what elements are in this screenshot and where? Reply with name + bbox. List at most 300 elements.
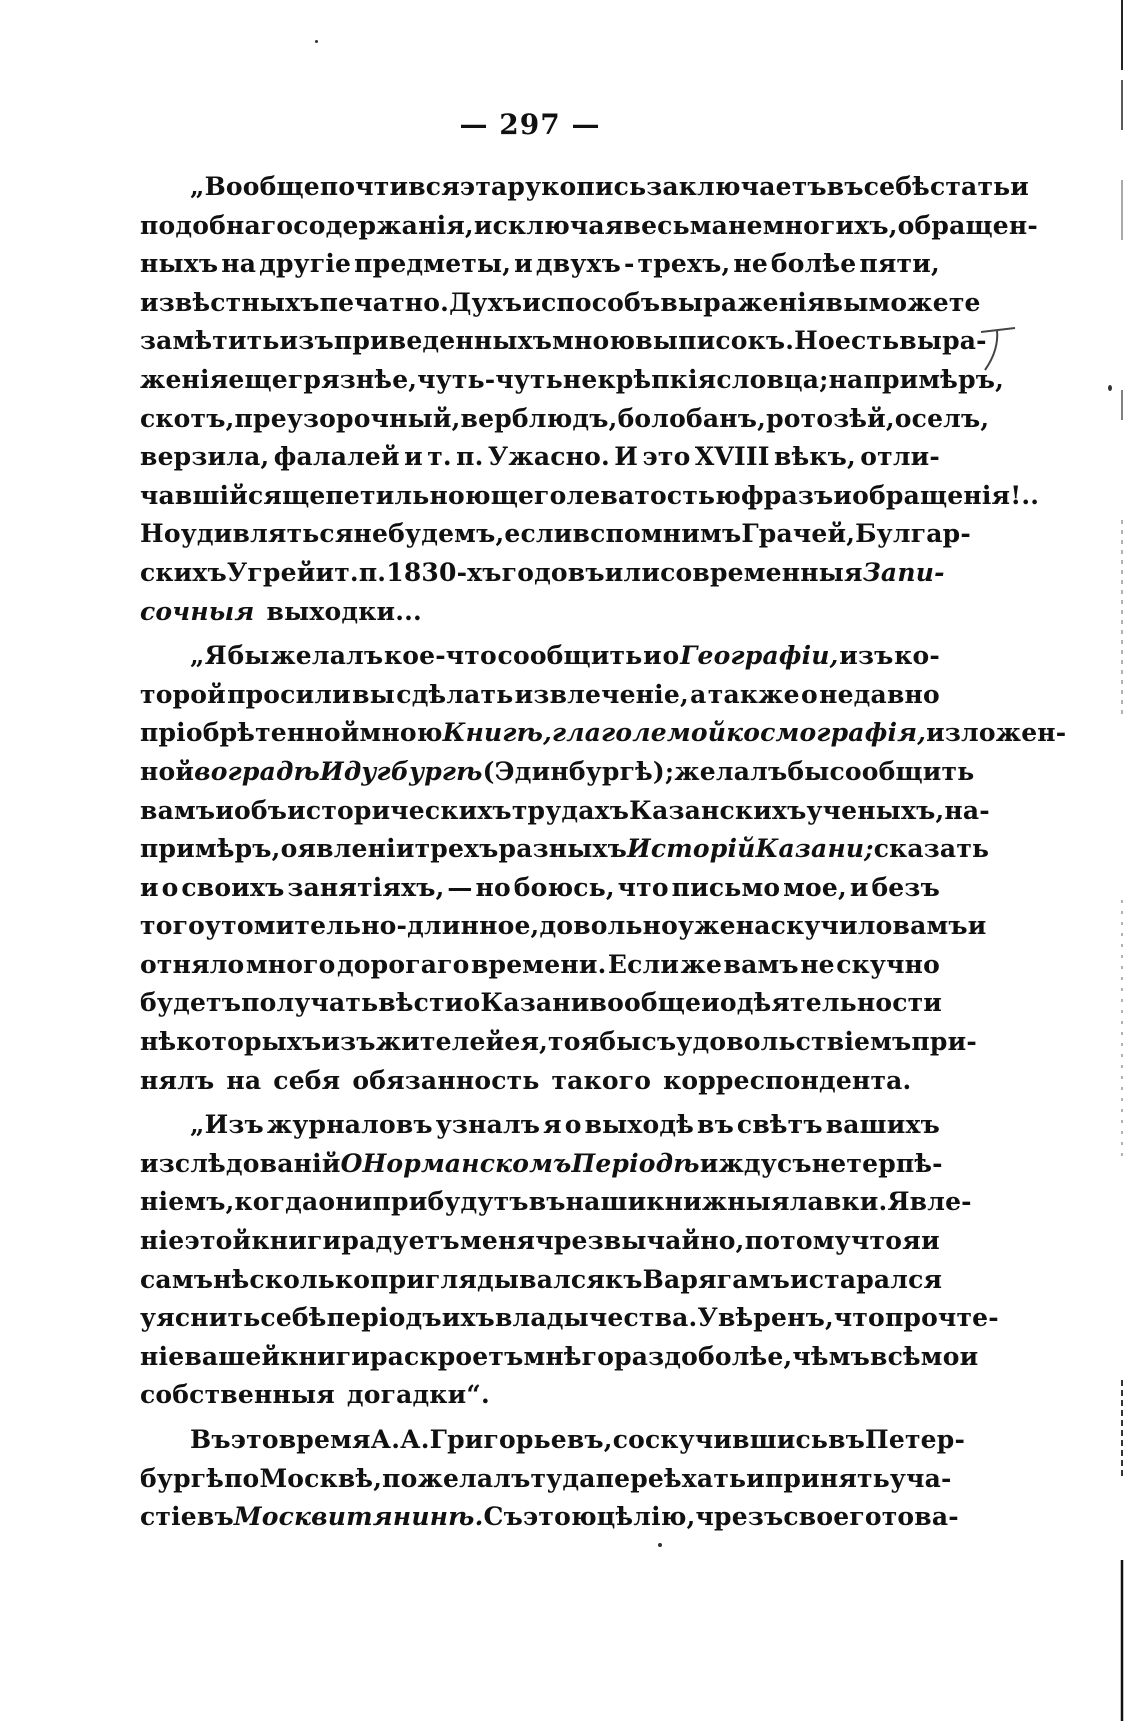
word: и: [921, 1226, 940, 1256]
word: и: [967, 911, 987, 941]
word: узналъ: [435, 1110, 541, 1140]
word: о: [800, 679, 818, 709]
word: ученыхъ,: [806, 795, 945, 825]
word: изложен-: [926, 718, 1067, 748]
word: болѣе: [770, 249, 857, 279]
word: когда: [234, 1187, 319, 1217]
word: трехъ,: [637, 249, 731, 279]
word: къ: [605, 1264, 643, 1294]
word: женія: [140, 364, 229, 394]
word: въ: [697, 1110, 734, 1140]
word: наши: [565, 1187, 647, 1217]
text-line: [140, 946, 940, 985]
word: недавно: [819, 679, 940, 709]
word: о: [719, 988, 737, 1018]
text-line: [140, 554, 945, 593]
word: я: [543, 1110, 562, 1140]
italic-word: Исторій: [627, 834, 756, 864]
text-line: [140, 1261, 943, 1300]
text-line: [140, 1299, 999, 1338]
word: о: [161, 872, 179, 902]
word: выра-: [899, 326, 987, 356]
word: гораздо: [581, 1341, 699, 1371]
word: подобнаго: [140, 210, 294, 240]
word: туда: [530, 1463, 596, 1493]
body-text: [140, 168, 1067, 1537]
word: занятіяхъ,: [287, 872, 445, 902]
word: боюсь,: [513, 872, 615, 902]
word: о: [662, 641, 680, 671]
word: Но: [140, 519, 181, 549]
word: самъ: [140, 1264, 214, 1294]
word: желалъ: [674, 756, 788, 786]
word: и: [404, 442, 423, 472]
italic-word: Норманскомъ: [362, 1148, 572, 1178]
word: это: [230, 1425, 279, 1454]
word: о: [564, 1110, 582, 1140]
word: приведенныхъ: [333, 326, 553, 356]
word: изъ: [279, 326, 334, 356]
word: вамъ: [140, 795, 216, 825]
word: старался: [808, 1264, 943, 1294]
word: своего: [783, 1502, 882, 1532]
word: изъ: [321, 1027, 376, 1057]
word: XVIII: [694, 442, 770, 472]
word: времени.: [470, 949, 607, 979]
word: прочте-: [884, 1303, 999, 1333]
word: уча-: [889, 1463, 952, 1493]
word: бы: [787, 756, 830, 786]
word: съ: [641, 1027, 677, 1057]
text-line: [140, 1183, 972, 1222]
word: на-: [944, 795, 990, 825]
word: торой: [140, 679, 226, 709]
word: сообщить: [829, 756, 975, 786]
word: вашихъ: [825, 1110, 940, 1140]
word: историческихъ: [287, 795, 512, 825]
word: статьи: [929, 172, 1030, 201]
word: вообще: [589, 988, 702, 1018]
word: кое-что: [383, 641, 497, 671]
word: можете: [868, 287, 981, 317]
word: пріобрѣтенной: [140, 718, 360, 748]
word: другіе: [259, 249, 352, 279]
word: нѣсколько: [213, 1264, 371, 1294]
text-line: [140, 1023, 977, 1062]
italic-word: космографія,: [726, 718, 927, 748]
text-line: [140, 168, 1030, 207]
italic-word: сочныя: [140, 596, 255, 626]
word: Но: [794, 326, 835, 356]
word: ротозѣй,: [766, 403, 895, 433]
text-line: [140, 361, 1005, 400]
italic-word: Москвитянинѣ.: [233, 1502, 484, 1532]
word: утомительно-длинное,: [204, 911, 540, 941]
word: вашей: [184, 1341, 281, 1371]
word: т.: [427, 442, 452, 472]
italic-word: Книгѣ,: [442, 718, 552, 748]
word: что: [617, 872, 669, 902]
word: переѣхать: [595, 1463, 747, 1493]
word: бы: [599, 1027, 642, 1057]
word: изъ: [839, 641, 894, 671]
word: трехъ: [414, 834, 499, 864]
text-line: [140, 1376, 940, 1415]
word: книги: [251, 1226, 342, 1256]
text-line: [140, 1498, 959, 1537]
word: явленіи: [297, 834, 415, 864]
text-line: [140, 1106, 940, 1145]
word: себѣ: [863, 172, 930, 201]
word: удовольствіемъ: [676, 1027, 912, 1057]
word: наскучило: [735, 911, 893, 941]
word: Григорьевъ,: [429, 1425, 613, 1454]
word: мое,: [783, 872, 847, 902]
word: содержанія,: [293, 210, 474, 240]
word: напримѣръ,: [828, 364, 1005, 394]
word: на: [221, 249, 257, 279]
word: весьма: [623, 210, 729, 240]
word: много: [245, 949, 336, 979]
word: и: [701, 988, 720, 1018]
word: Угрей: [226, 557, 316, 587]
word: вамъ: [892, 911, 968, 941]
word: скучно: [836, 949, 940, 979]
word: выписокъ.: [635, 326, 795, 356]
italic-word: Періодѣ: [571, 1148, 700, 1178]
word: нѣкоторыхъ: [140, 1027, 322, 1057]
word: удивляться: [180, 519, 354, 549]
word: если: [504, 519, 573, 549]
word: сообщить: [497, 641, 643, 671]
word: Булгар-: [855, 519, 971, 549]
word: словца;: [716, 364, 829, 394]
word: отли-: [860, 442, 940, 472]
word: грязнѣе,: [287, 364, 418, 394]
word: Москвѣ,: [259, 1463, 383, 1493]
word: въ: [528, 1187, 566, 1217]
text-line: [140, 438, 940, 477]
word: выраженія: [660, 287, 826, 317]
word: отняло: [140, 949, 245, 979]
word: преузорочный,: [234, 403, 461, 433]
word: скихъ: [140, 557, 227, 587]
word: скотъ,: [140, 403, 235, 433]
word: еще: [228, 364, 288, 394]
word: ніе: [140, 1341, 185, 1371]
text-line: [140, 400, 990, 439]
word: Явле-: [887, 1187, 972, 1217]
word: чавшійся: [140, 480, 283, 510]
word: печатно.: [319, 287, 450, 317]
text-line: [140, 1222, 940, 1261]
word: и: [746, 1463, 765, 1493]
word: радуетъ: [341, 1226, 460, 1256]
text-line: [140, 907, 987, 946]
word: чрезвычайно,: [535, 1226, 745, 1256]
word: п.: [456, 442, 484, 472]
word: также: [707, 679, 800, 709]
text-line: [140, 207, 1038, 246]
word: современныя: [660, 557, 863, 587]
word: бы: [227, 641, 270, 671]
word: стіе: [140, 1502, 197, 1532]
word: а: [690, 679, 707, 709]
word: соскучившись: [612, 1425, 829, 1454]
italic-word: градѣ: [227, 756, 320, 786]
word: щеголеватостью: [490, 480, 742, 510]
word: дорогаго: [336, 949, 470, 979]
word: и: [833, 480, 853, 510]
word: обязанность: [352, 1065, 540, 1095]
word: вѣсти: [378, 988, 464, 1018]
word: п.: [358, 557, 387, 587]
word: то: [548, 1027, 581, 1057]
word: разныхъ: [498, 834, 628, 864]
word: предметы,: [354, 249, 512, 279]
text-line: [140, 245, 940, 284]
italic-word: Казани;: [755, 834, 874, 864]
word: просили: [227, 679, 351, 709]
word: и: [315, 557, 335, 587]
word: щепетильною: [282, 480, 491, 510]
word: мои: [920, 1341, 979, 1371]
italic-word: глаголемой: [551, 718, 727, 748]
word: пожелалъ: [382, 1463, 531, 1493]
word: чуть-чуть: [417, 364, 563, 394]
word: исключая: [473, 210, 624, 240]
word: вы: [352, 679, 396, 709]
word: о: [463, 988, 481, 1018]
text-line: [140, 284, 981, 323]
word: обращенія!..: [852, 480, 1040, 510]
text-line: [140, 714, 1067, 753]
word: есть: [834, 326, 900, 356]
word: мнѣ: [523, 1341, 582, 1371]
word: книги: [280, 1341, 370, 1371]
word: трудахъ: [511, 795, 630, 825]
italic-word: Запи-: [862, 557, 945, 587]
word: на: [226, 1065, 262, 1095]
word: жду: [718, 1148, 777, 1178]
word: время: [278, 1425, 371, 1454]
word: оселъ,: [894, 403, 990, 433]
word: верзила,: [140, 442, 270, 472]
italic-word: Идугбургѣ: [320, 756, 483, 786]
word: эта: [459, 172, 508, 201]
text-line: [140, 869, 940, 908]
word: будетъ: [140, 988, 242, 1018]
word: заключаетъ: [646, 172, 827, 201]
word: не: [733, 249, 768, 279]
word: цѣлію,: [596, 1502, 696, 1532]
word: и: [140, 872, 159, 902]
word: себѣ: [260, 1303, 327, 1333]
word: періодъ: [326, 1303, 442, 1333]
word: и: [215, 795, 235, 825]
text-line: [140, 637, 940, 676]
word: письмо: [671, 872, 781, 902]
word: Грачей,: [741, 519, 856, 549]
text-line: [140, 1460, 952, 1499]
word: того: [140, 911, 205, 941]
text-line: [140, 676, 940, 715]
word: такого: [551, 1065, 652, 1095]
word: и: [699, 1148, 719, 1178]
word: почти: [319, 172, 409, 201]
word: ныхъ: [140, 249, 219, 279]
word: Увѣренъ,: [697, 1303, 834, 1333]
word: „Вообще: [190, 172, 320, 201]
word: собственныя: [140, 1380, 335, 1410]
word: и: [514, 249, 533, 279]
word: болѣе,: [698, 1341, 793, 1371]
text-line: [140, 1338, 979, 1377]
word: Казани: [480, 988, 590, 1018]
word: себя: [273, 1065, 341, 1095]
word: будемъ,: [388, 519, 505, 549]
word: не: [800, 949, 835, 979]
word: догадки“.: [346, 1380, 490, 1410]
text-line: [140, 984, 943, 1023]
word: о: [280, 834, 298, 864]
word: изслѣдованій: [140, 1148, 341, 1178]
word: -: [623, 249, 635, 279]
word: ихъ: [441, 1303, 495, 1333]
word: меня: [459, 1226, 536, 1256]
word: съ: [776, 1148, 812, 1178]
word: вамъ: [723, 949, 799, 979]
word: Въ: [190, 1425, 231, 1454]
italic-word: О: [340, 1148, 363, 1178]
word: вся: [408, 172, 460, 201]
page-number: — 297 —: [459, 108, 601, 141]
word: Духъ: [449, 287, 523, 317]
word: желалъ: [270, 641, 384, 671]
text-line: [140, 477, 1040, 516]
word: книжныя: [646, 1187, 790, 1217]
word: они: [318, 1187, 373, 1217]
text-line: [140, 753, 975, 792]
word: болобанъ,: [617, 403, 767, 433]
scan-speck: [315, 40, 318, 43]
word: вспомнимъ: [572, 519, 742, 549]
text-line: [140, 1421, 966, 1460]
word: пяти,: [859, 249, 940, 279]
word: своихъ: [181, 872, 285, 902]
text-line: [140, 1145, 943, 1184]
word: и: [643, 641, 662, 671]
word: лавки.: [789, 1187, 888, 1217]
word: же: [680, 949, 723, 979]
word: въ: [826, 172, 864, 201]
word: това-: [881, 1502, 959, 1532]
word: жителей: [375, 1027, 505, 1057]
word: дѣятельности: [736, 988, 943, 1018]
word: —: [447, 872, 473, 902]
word: не: [353, 519, 389, 549]
word: чрезъ: [695, 1502, 784, 1532]
word: извѣстныхъ: [140, 287, 320, 317]
word: сдѣлать: [396, 679, 514, 709]
word: верблюдъ,: [460, 403, 618, 433]
word: ной: [140, 756, 195, 786]
word: Петер-: [865, 1425, 966, 1454]
word: примѣръ,: [140, 834, 281, 864]
word: что: [833, 1303, 885, 1333]
text-line: [140, 792, 990, 831]
word: Варягамъ: [642, 1264, 790, 1294]
word: нетерпѣ-: [811, 1148, 943, 1178]
word: способъ: [540, 287, 661, 317]
word: Казанскихъ: [629, 795, 807, 825]
word: А.: [370, 1425, 401, 1454]
text-line: [140, 515, 971, 554]
word: вѣкъ,: [774, 442, 856, 472]
word: „Я: [190, 641, 227, 671]
word: рукопись: [507, 172, 647, 201]
word: сказать: [873, 834, 990, 864]
word: чѣмъ: [792, 1341, 870, 1371]
word: но: [475, 872, 511, 902]
word: А.: [400, 1425, 430, 1454]
pencil-mark-icon: [975, 320, 1035, 380]
word: выходѣ: [584, 1110, 695, 1140]
word: владычества.: [494, 1303, 698, 1333]
word: выходки...: [266, 596, 422, 626]
word: журналовъ: [266, 1110, 433, 1140]
word: ко-: [894, 641, 940, 671]
word: двухъ: [535, 249, 621, 279]
text-line: [140, 830, 990, 869]
word: бургѣ: [140, 1463, 225, 1493]
word: Ужасно.: [487, 442, 610, 472]
word: приглядывался: [370, 1264, 606, 1294]
word: при-: [911, 1027, 977, 1057]
word: корреспондента.: [663, 1065, 912, 1095]
word: крѣпкія: [597, 364, 717, 394]
word: и: [789, 1264, 809, 1294]
word: мною: [552, 326, 636, 356]
word: я: [580, 1027, 600, 1057]
text-line: [140, 593, 940, 632]
word: „Изъ: [190, 1110, 264, 1140]
word: ніемъ,: [140, 1187, 235, 1217]
word: что: [851, 1226, 903, 1256]
word: фразъ: [741, 480, 834, 510]
word: довольно: [539, 911, 679, 941]
word: свѣтъ: [736, 1110, 823, 1140]
word: извлеченіе,: [514, 679, 689, 709]
text-line: [140, 322, 987, 361]
word: ея,: [504, 1027, 549, 1057]
word: годовъ: [501, 557, 605, 587]
word: обращен-: [897, 210, 1038, 240]
word: ніе: [140, 1226, 185, 1256]
word: и: [849, 872, 869, 902]
word: въ: [196, 1502, 234, 1532]
word: я: [902, 1226, 921, 1256]
word: по: [224, 1463, 260, 1493]
word: въ: [828, 1425, 866, 1454]
word: или: [604, 557, 661, 587]
scan-edge-line: [1120, 0, 1124, 1721]
word: Съ: [483, 1502, 523, 1532]
word: Если: [607, 949, 680, 979]
word: безъ: [871, 872, 940, 902]
italic-word: во: [194, 756, 228, 786]
word: фалалей: [273, 442, 400, 472]
